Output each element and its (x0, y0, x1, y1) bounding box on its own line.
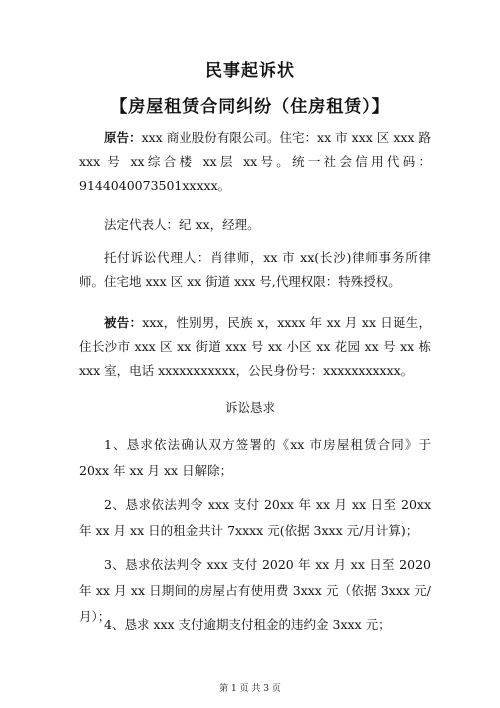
request-item-4: 4、恳求 xxx 支付逾期支付租金的违约金 3xxx 元； (104, 617, 391, 632)
legal-representative: 法定代表人：纪 xx，经理。 (104, 217, 260, 232)
requests-heading: 诉讼恳求 (224, 400, 275, 415)
plaintiff-text: xxx 商业股份有限公司。住宅：xx 市 xxx 区 xxx 路 xxx 号 xx综合楼 xx层 xx号。统一社会信用代码：9144040073501xxxxx。 (79, 130, 431, 193)
request-item-2: 2、恳求依法判令 xxx 支付 20xx 年 xx 月 xx 日至 20xx 年 xx 月 xx 日的租金共计 7xxxx 元(依据 3xxx 元/月计算)； (79, 497, 431, 538)
request-item-1: 1、恳求依法确认双方签署的《xx 市房屋租赁合同》于 20xx 年 xx 月 xx 日解除； (79, 437, 431, 478)
defendant-paragraph (79, 311, 431, 383)
document-subtitle: 【房屋租赁合同纠纷（住房租赁）】 (110, 97, 390, 117)
agent-paragraph: 托付诉讼代理人：肖律师，xx 市 xx(长沙)律师事务所律师。住宅地 xxx 区 xx 街道 xxx 号,代理权限：特殊授权。 (79, 250, 431, 289)
page-indicator: 第 1 页 共 3 页 (219, 684, 281, 694)
defendant-label: 被告： (104, 315, 143, 330)
plaintiff-paragraph (79, 126, 431, 198)
request-item-3: 3、恳求依法判令 xxx 支付 2020 年 xx 月 xx 日至 2020 年 xx 月 xx 日期间的房屋占有使用费 3xxx 元（依据 3xxx 元/月）； (79, 557, 431, 624)
plaintiff-label: 原告： (104, 130, 142, 145)
defendant-text: xxx，性别男，民族 x，xxxx 年 xx 月 xx 日诞生，住长沙市 xxx 区 xx 街道 xxx 号 xx 小区 xx 花园 xx 号 xx 栋 xxx 室，电话 xxxxxxxxxxx，公民身份号：xxxxxxxxxxx。 (79, 315, 431, 378)
document-title: 民事起诉状 (205, 61, 295, 81)
